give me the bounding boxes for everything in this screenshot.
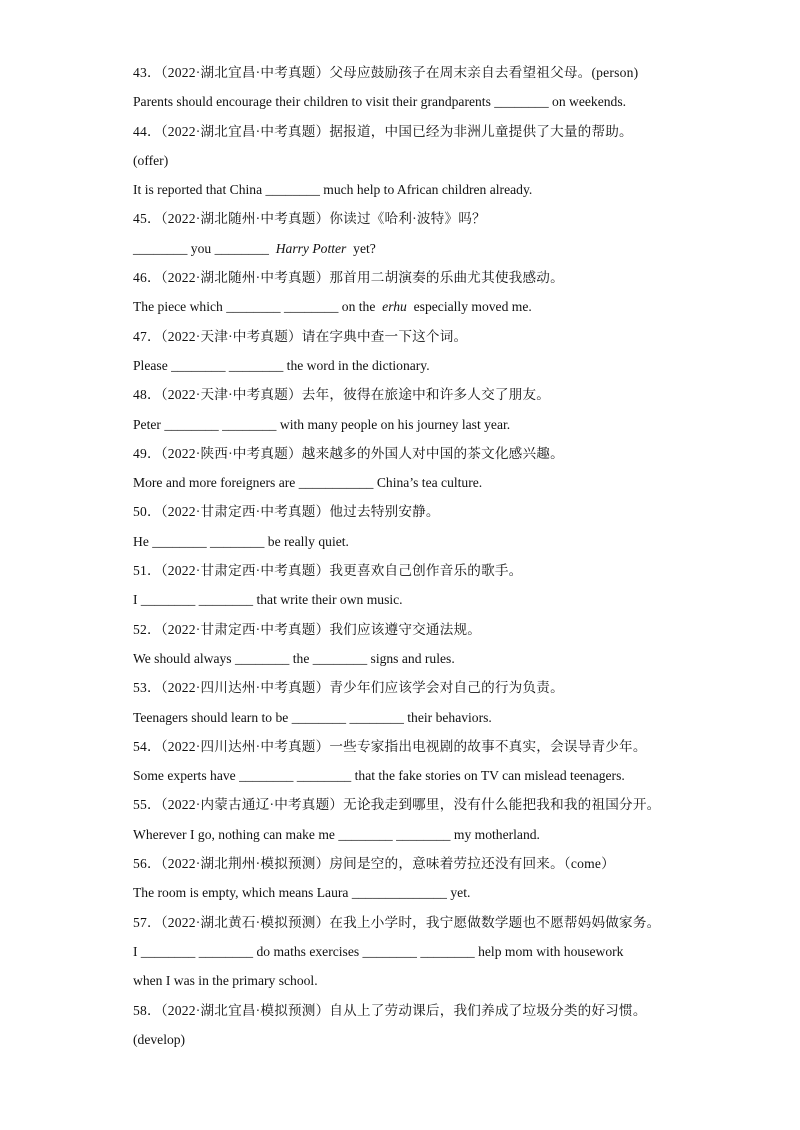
text-segment: Wherever I go, nothing can make me ________ ________ my motherland. (133, 826, 540, 842)
text-segment: 47．（2022·天津·中考真题）请在字典中查一下这个词。 (133, 328, 468, 344)
text-segment: especially moved me. (406, 299, 532, 315)
text-segment: 55．（2022·内蒙古通辽·中考真题）无论我走到哪里，没有什么能把我和我的祖国分开。 (133, 797, 661, 813)
question-prompt-line (133, 58, 673, 87)
text-segment: 52．（2022·甘肃定西·中考真题）我们应该遵守交通法规。 (133, 621, 482, 637)
text-segment: It is reported that China ________ much help to African children already. (133, 182, 533, 198)
text-segment: He ________ ________ be really quiet. (133, 533, 349, 549)
question-prompt-line (133, 790, 673, 819)
exercise-page (133, 58, 673, 1054)
text-segment: 48．（2022·天津·中考真题）去年，彼得在旅途中和许多人交了朋友。 (133, 387, 551, 403)
italic-term: erhu (382, 299, 407, 315)
text-segment: I ________ ________ that write their own music. (133, 592, 403, 608)
answer-sentence-line (133, 527, 673, 556)
italic-term: Harry Potter (275, 240, 347, 256)
text-segment: 53．（2022·四川达州·中考真题）青少年们应该学会对自己的行为负责。 (133, 680, 564, 696)
question-prompt-line (133, 615, 673, 644)
answer-sentence-line (133, 351, 673, 380)
question-item (133, 497, 673, 556)
text-segment: Parents should encourage their children to visit their grandparents ________ on weekends. (133, 94, 627, 110)
answer-sentence-line (133, 87, 673, 116)
question-prompt-line (133, 322, 673, 351)
question-item (133, 790, 673, 849)
text-segment: 44．（2022·湖北宜昌·中考真题）据报道，中国已经为非洲儿童提供了大量的帮助。 (133, 123, 633, 139)
text-segment: ________ you ________ (133, 240, 276, 256)
question-item (133, 615, 673, 674)
question-item (133, 732, 673, 791)
answer-sentence-line (133, 966, 673, 995)
text-segment: 43．（2022·湖北宜昌·中考真题）父母应鼓励孩子在周末亲自去看望祖父母。(person) (133, 65, 639, 80)
question-prompt-line (133, 849, 673, 878)
text-segment: More and more foreigners are ___________ China’s tea culture. (133, 475, 483, 491)
answer-sentence-line (133, 761, 673, 790)
question-prompt-line (133, 204, 673, 233)
answer-sentence-line (133, 146, 673, 175)
question-item (133, 263, 673, 322)
question-prompt-line (133, 439, 673, 468)
text-segment: We should always ________ the ________ signs and rules. (133, 650, 455, 666)
text-segment: The piece which ________ ________ on the (133, 299, 383, 315)
question-prompt-line (133, 673, 673, 702)
text-segment: Please ________ ________ the word in the dictionary. (133, 357, 430, 373)
text-segment: 46．（2022·湖北随州·中考真题）那首用二胡演奏的乐曲尤其使我感动。 (133, 270, 564, 286)
question-prompt-line (133, 908, 673, 937)
text-segment: 49．（2022·陕西·中考真题）越来越多的外国人对中国的茶文化感兴趣。 (133, 445, 564, 461)
answer-sentence-line (133, 937, 673, 966)
question-prompt-line (133, 732, 673, 761)
text-segment: The room is empty, which means Laura ______________ yet. (133, 885, 471, 901)
text-segment: 56．（2022·湖北荆州·模拟预测）房间是空的，意味着劳拉还没有回来。（come） (133, 856, 615, 872)
question-item (133, 439, 673, 498)
answer-sentence-line (133, 703, 673, 732)
answer-sentence-line (133, 468, 673, 497)
text-segment: 50．（2022·甘肃定西·中考真题）他过去特别安静。 (133, 504, 440, 520)
question-prompt-line (133, 380, 673, 409)
answer-sentence-line (133, 234, 673, 263)
question-item (133, 556, 673, 615)
text-segment: 45．（2022·湖北随州·中考真题）你读过《哈利·波特》吗？ (133, 211, 486, 227)
question-item (133, 673, 673, 732)
question-prompt-line (133, 497, 673, 526)
question-item (133, 204, 673, 263)
question-item (133, 380, 673, 439)
text-segment: yet? (346, 240, 376, 256)
text-segment: (offer) (133, 152, 169, 168)
text-segment: when I was in the primary school. (133, 973, 318, 989)
answer-sentence-line (133, 175, 673, 204)
question-item (133, 322, 673, 381)
text-segment: Teenagers should learn to be ________ ________ their behaviors. (133, 709, 492, 725)
text-segment: 57．（2022·湖北黄石·模拟预测）在我上小学时，我宁愿做数学题也不愿帮妈妈做家务。 (133, 914, 661, 930)
answer-sentence-line (133, 585, 673, 614)
answer-sentence-line (133, 644, 673, 673)
text-segment: Peter ________ ________ with many people on his journey last year. (133, 416, 511, 432)
text-segment: 58．（2022·湖北宜昌·模拟预测）自从上了劳动课后，我们养成了垃圾分类的好习惯。 (133, 1002, 647, 1018)
text-segment: 54．（2022·四川达州·中考真题）一些专家指出电视剧的故事不真实，会误导青少年。 (133, 738, 647, 754)
question-prompt-line (133, 556, 673, 585)
answer-sentence-line (133, 292, 673, 321)
question-item (133, 58, 673, 117)
text-segment: I ________ ________ do maths exercises ________ ________ help mom with housework (133, 943, 624, 959)
question-item (133, 908, 673, 996)
question-item (133, 117, 673, 205)
question-item (133, 996, 673, 1055)
question-item (133, 849, 673, 908)
text-segment: 51．（2022·甘肃定西·中考真题）我更喜欢自己创作音乐的歌手。 (133, 563, 523, 579)
answer-sentence-line (133, 410, 673, 439)
text-segment: (develop) (133, 1031, 186, 1047)
question-prompt-line (133, 117, 673, 146)
answer-sentence-line (133, 1025, 673, 1054)
answer-sentence-line (133, 878, 673, 907)
text-segment: Some experts have ________ ________ that the fake stories on TV can mislead teenagers. (133, 768, 625, 784)
answer-sentence-line (133, 820, 673, 849)
question-prompt-line (133, 996, 673, 1025)
question-prompt-line (133, 263, 673, 292)
